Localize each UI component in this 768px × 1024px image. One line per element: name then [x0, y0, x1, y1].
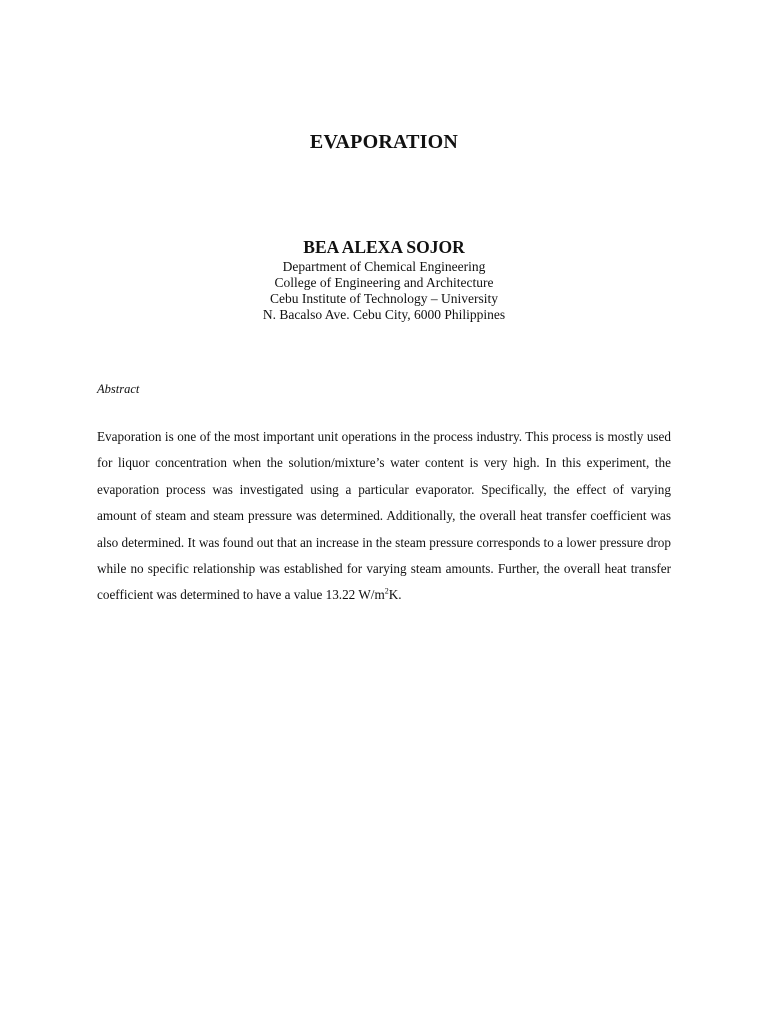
affiliation-institution: Cebu Institute of Technology – University — [270, 291, 498, 306]
abstract-unit — [358, 587, 401, 602]
unit-exponent: 2 — [384, 587, 389, 597]
affiliation-address: N. Bacalso Ave. Cebu City, 6000 Philippines — [262, 307, 506, 322]
paper-title: EVAPORATION — [309, 131, 459, 153]
abstract-paragraph — [97, 424, 671, 609]
abstract-heading: Abstract — [97, 382, 140, 396]
unit-base: W/m — [358, 587, 385, 603]
unit-tail: K. — [388, 587, 402, 603]
author-name: BEA ALEXA SOJOR — [303, 237, 465, 257]
affiliation-college: College of Engineering and Architecture — [274, 275, 494, 290]
affiliation-department: Department of Chemical Engineering — [282, 259, 486, 274]
abstract-text: Evaporation is one of the most important unit operations in the process industry. This process is mostly used for liquor concentration when the solution/mixture’s water content is very high. In this experiment, the evaporation process was investigated using a particular evaporator. Specifically, the effect of varying amount of steam and steam pressure was determined. Additionally, the overall heat transfer coefficient was also determined. It was found out that an increase in the steam pressure corresponds to a lower pressure drop while no specific relationship was established for varying steam amounts. Further, the overall heat transfer coefficient was determined to have a value 13.22 — [97, 429, 671, 603]
author-affiliation — [0, 259, 768, 323]
